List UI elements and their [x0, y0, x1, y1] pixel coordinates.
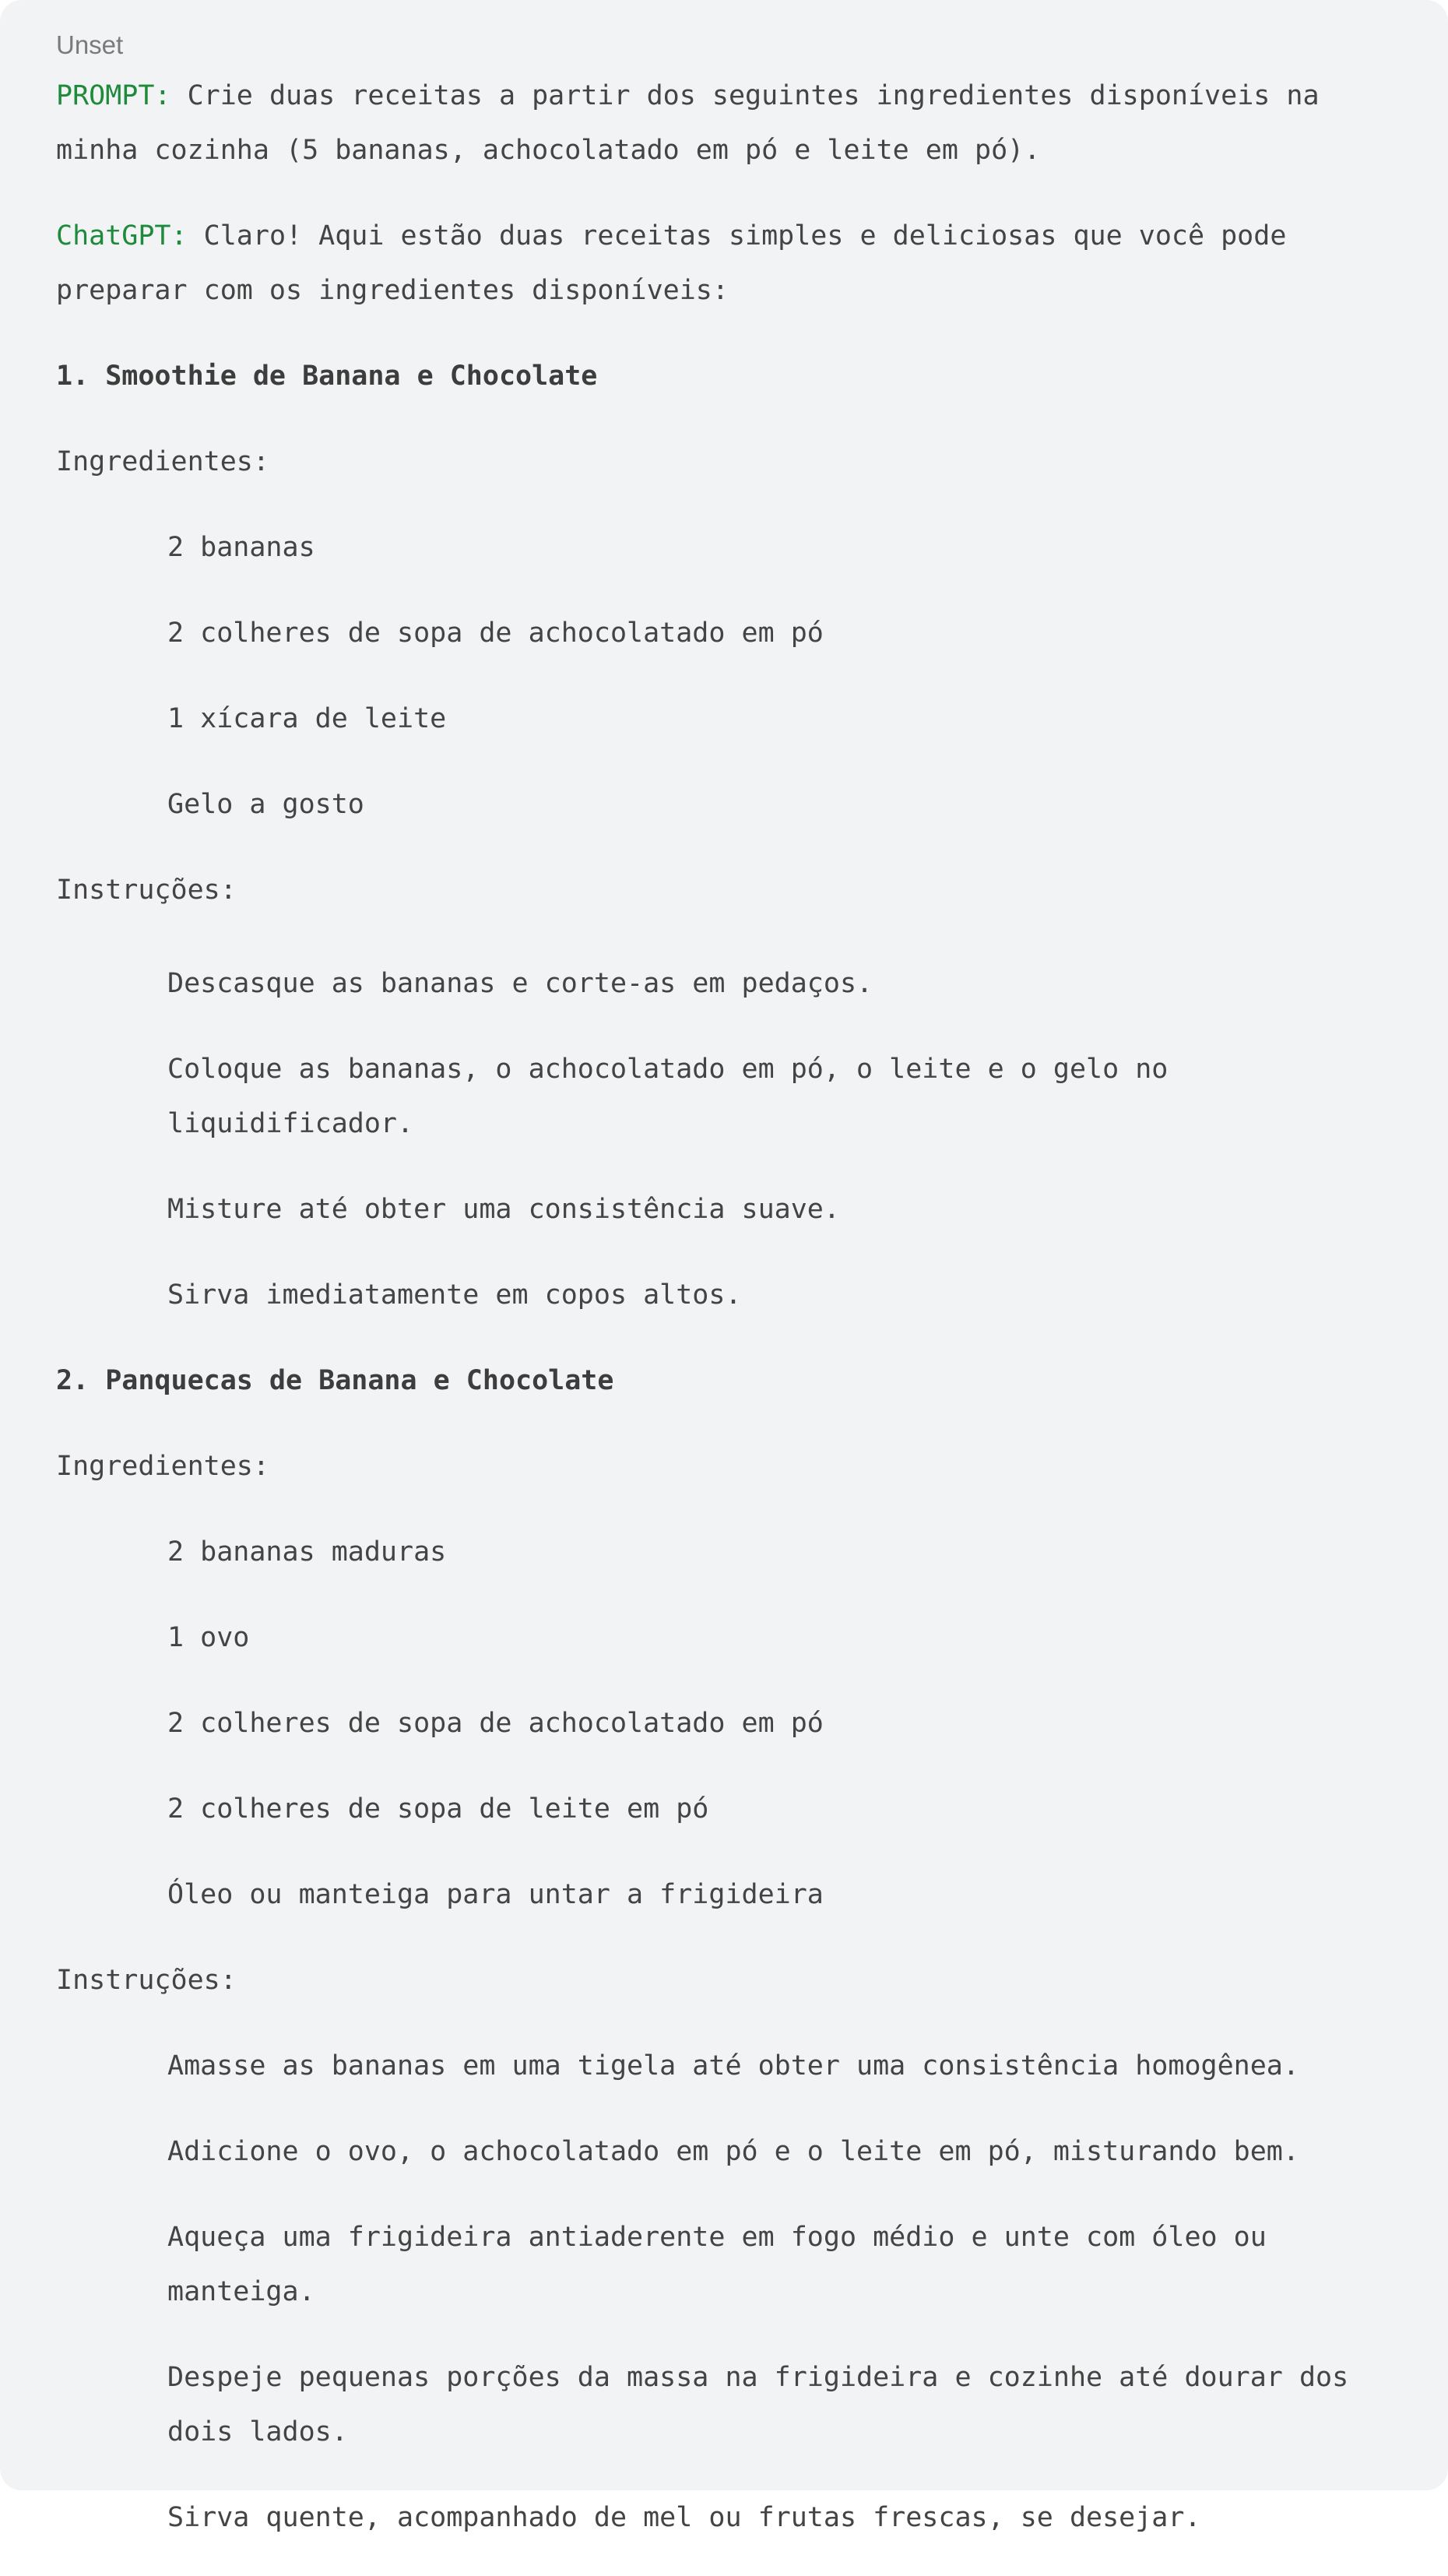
recipe-title: 2. Panquecas de Banana e Chocolate	[56, 1365, 614, 1396]
prompt-text: Crie duas receitas a partir dos seguintes ingredientes disponíveis na minha cozinha (5 bananas, achocolatado em pó e leite em pó).	[56, 80, 1320, 166]
ingredient-item: 2 colheres de sopa de achocolatado em pó	[167, 1708, 824, 1739]
instruction-item: Misture até obter uma consistência suave.	[167, 1194, 840, 1225]
instruction-item: Aqueça uma frigideira antiaderente em fogo médio e unte com óleo ou manteiga.	[167, 2222, 1267, 2307]
instruction-item: Amasse as bananas em uma tigela até obter uma consistência homogênea.	[167, 2050, 1299, 2082]
recipe-title: 1. Smoothie de Banana e Chocolate	[56, 361, 598, 392]
instruction-item: Adicione o ovo, o achocolatado em pó e o leite em pó, misturando bem.	[167, 2136, 1299, 2167]
instruction-item: Sirva quente, acompanhado de mel ou frutas frescas, se desejar.	[167, 2502, 1201, 2533]
ingredient-item: 2 colheres de sopa de leite em pó	[167, 1793, 709, 1825]
recipe-1	[56, 349, 1395, 1322]
code-block-content	[56, 69, 1395, 2576]
prompt-paragraph	[56, 69, 1395, 178]
prompt-speaker-label: PROMPT:	[56, 80, 171, 111]
recipe-2	[56, 1353, 1395, 2545]
ingredient-item: 2 colheres de sopa de achocolatado em pó	[167, 618, 824, 649]
ingredient-item: 1 xícara de leite	[167, 703, 447, 734]
response-intro-text: Claro! Aqui estão duas receitas simples e deliciosas que você pode preparar com os ingredientes disponíveis:	[56, 220, 1287, 306]
instruction-item: Sirva imediatamente em copos altos.	[167, 1279, 742, 1311]
language-label: Unset	[56, 30, 124, 59]
ingredient-item: Gelo a gosto	[167, 789, 364, 820]
response-paragraph	[56, 209, 1395, 318]
instructions-label: Instruções:	[56, 875, 237, 906]
ingredient-item: 2 bananas	[167, 532, 315, 563]
ingredients-label: Ingredientes:	[56, 1451, 269, 1482]
instruction-item: Despeje pequenas porções da massa na frigideira e cozinhe até dourar dos dois lados.	[167, 2362, 1349, 2448]
instruction-item: Coloque as bananas, o achocolatado em pó, o leite e o gelo no liquidificador.	[167, 1054, 1169, 1139]
ingredients-label: Ingredientes:	[56, 446, 269, 477]
ingredient-item: 1 ovo	[167, 1622, 250, 1653]
ingredient-item: 2 bananas maduras	[167, 1536, 447, 1568]
response-speaker-label: ChatGPT:	[56, 220, 188, 252]
instructions-label: Instruções:	[56, 1965, 237, 1996]
ingredient-item: Óleo ou manteiga para untar a frigideira	[167, 1879, 824, 1910]
instruction-item: Descasque as bananas e corte-as em pedaços.	[167, 968, 873, 999]
